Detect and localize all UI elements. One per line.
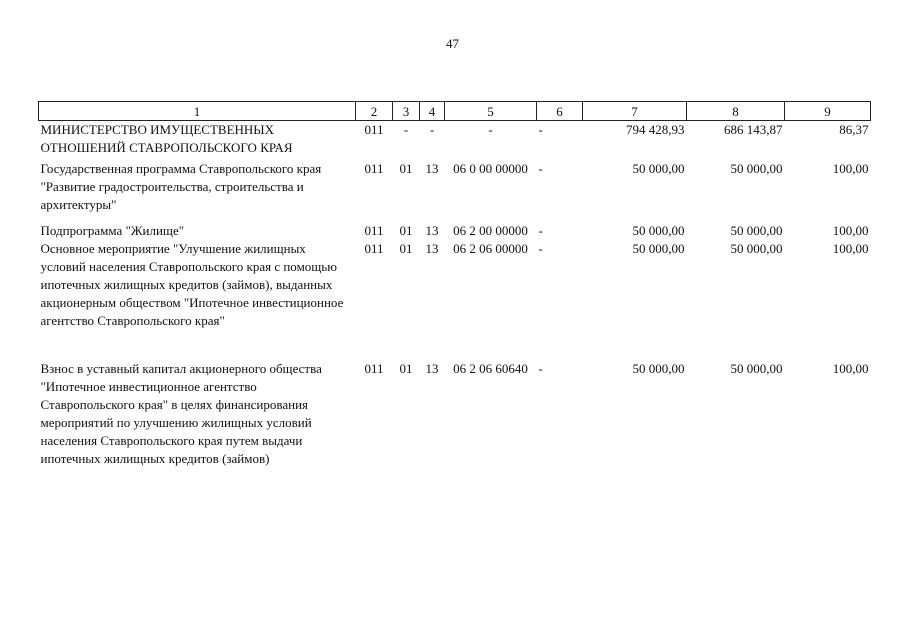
cell-col-6: - xyxy=(538,223,543,238)
table-row xyxy=(39,240,871,330)
cell-col-2: 011 xyxy=(364,122,384,137)
header-col-1: 1 xyxy=(39,102,356,121)
table-row xyxy=(39,222,871,240)
row-name: МИНИСТЕРСТВО ИМУЩЕСТВЕННЫХ ОТНОШЕНИЙ СТАВРОПОЛЬСКОГО КРАЯ xyxy=(40,122,293,155)
cell-col-2: 011 xyxy=(364,361,384,376)
cell-col-7: 794 428,93 xyxy=(626,122,685,137)
table-row xyxy=(39,160,871,214)
row-name: Основное мероприятие "Улучшение жилищных условий населения Ставропольского края с помощью ипотечных жилищных кредитов (займов), выданных акционерным обществом "Ипотечное инвестиционное агентство Ставропольского края" xyxy=(40,241,344,328)
header-col-4: 4 xyxy=(420,102,445,121)
cell-col-8: 50 000,00 xyxy=(730,241,783,256)
cell-col-9: 100,00 xyxy=(832,361,869,376)
cell-col-5: 06 2 06 00000 xyxy=(453,241,528,256)
cell-col-4: 13 xyxy=(425,161,439,176)
cell-col-5: 06 2 06 60640 xyxy=(453,361,528,376)
cell-col-9: 100,00 xyxy=(832,241,869,256)
header-row xyxy=(39,102,871,121)
cell-col-5: - xyxy=(488,122,493,137)
header-col-3: 3 xyxy=(393,102,420,121)
cell-col-3: 01 xyxy=(399,241,413,256)
table-row xyxy=(39,121,871,158)
cell-col-6: - xyxy=(538,161,543,176)
page-number: 47 xyxy=(446,36,459,51)
cell-col-8: 50 000,00 xyxy=(730,361,783,376)
header-col-8: 8 xyxy=(687,102,785,121)
cell-col-8: 686 143,87 xyxy=(724,122,783,137)
cell-col-6: - xyxy=(538,122,543,137)
header-col-5: 5 xyxy=(445,102,537,121)
cell-col-8: 50 000,00 xyxy=(730,161,783,176)
budget-table xyxy=(38,101,871,468)
cell-col-4: 13 xyxy=(425,241,439,256)
cell-col-4: 13 xyxy=(425,223,439,238)
table-row xyxy=(39,360,871,468)
cell-col-7: 50 000,00 xyxy=(632,361,685,376)
cell-col-8: 50 000,00 xyxy=(730,223,783,238)
cell-col-2: 011 xyxy=(364,241,384,256)
row-name: Взнос в уставный капитал акционерного общества "Ипотечное инвестиционное агентство Ставропольского края" в целях финансирования мероприятий по улучшению жилищных условий населения Ставропольского края путем выдачи ипотечных жилищных кредитов (займов) xyxy=(40,361,322,466)
cell-col-2: 011 xyxy=(364,161,384,176)
header-col-7: 7 xyxy=(583,102,687,121)
cell-col-9: 100,00 xyxy=(832,223,869,238)
cell-col-3: - xyxy=(403,122,409,137)
cell-col-7: 50 000,00 xyxy=(632,241,685,256)
cell-col-4: - xyxy=(429,122,435,137)
cell-col-6: - xyxy=(538,241,543,256)
cell-col-4: 13 xyxy=(425,361,439,376)
header-col-9: 9 xyxy=(785,102,871,121)
header-col-2: 2 xyxy=(356,102,393,121)
cell-col-2: 011 xyxy=(364,223,384,238)
cell-col-5: 06 0 00 00000 xyxy=(453,161,528,176)
header-col-6: 6 xyxy=(537,102,583,121)
cell-col-5: 06 2 00 00000 xyxy=(453,223,528,238)
cell-col-9: 100,00 xyxy=(832,161,869,176)
cell-col-7: 50 000,00 xyxy=(632,161,685,176)
cell-col-9: 86,37 xyxy=(839,122,869,137)
row-name: Подпрограмма "Жилище" xyxy=(40,223,185,238)
row-name: Государственная программа Ставропольского края "Развитие градостроительства, строительства и архитектуры" xyxy=(40,161,322,212)
cell-col-7: 50 000,00 xyxy=(632,223,685,238)
cell-col-6: - xyxy=(538,361,543,376)
cell-col-3: 01 xyxy=(399,223,413,238)
cell-col-3: 01 xyxy=(399,161,413,176)
cell-col-3: 01 xyxy=(399,361,413,376)
